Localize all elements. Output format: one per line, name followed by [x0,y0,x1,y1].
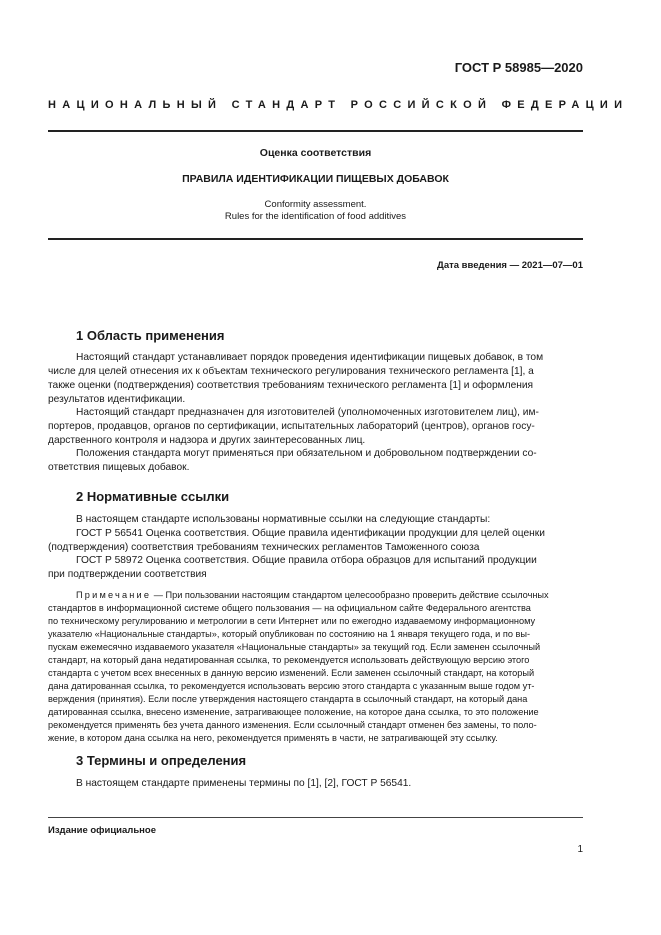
paragraph-line: ГОСТ Р 56541 Оценка соответствия. Общие правила идентификации продукции для целей оценки [76,528,545,539]
note-line: верждения (принятия). Если после утверждения настоящего стандарта в ссылочный стандарт, на который дана [48,694,528,704]
note-line: стандарта с учетом всех внесенных в данную версию изменений. Если заменен ссылочный стандарт, на который [48,668,535,678]
introduction-date: Дата введения — 2021—07—01 [437,260,583,271]
paragraph-line: В настоящем стандарте применены термины по [1], [2], ГОСТ Р 56541. [76,778,412,789]
paragraph-line: портеров, продавцов, органов по сертификации, испытательных лабораторий (центров), органов госу- [48,421,535,432]
footer-divider [48,817,583,818]
note-line: указателю «Национальные стандарты», который опубликован по состоянию на 1 января текущего года, и по вы- [48,629,531,639]
edition-label: Издание официальное [48,825,156,836]
section-1-heading: 1 Область применения [76,328,225,343]
note-label: Примечание [76,590,152,600]
divider-bottom [48,238,583,240]
document-code: ГОСТ Р 58985—2020 [454,60,583,75]
note-line: пускам ежемесячно издаваемого указателя «Национальные стандарты» за текущий год. Если заменен ссылочный [48,642,541,652]
section-3-heading: 3 Термины и определения [76,753,247,768]
document-title: ПРАВИЛА ИДЕНТИФИКАЦИИ ПИЩЕВЫХ ДОБАВОК [182,173,449,185]
paragraph-line: ответствия пищевых добавок. [48,462,190,473]
section-2-heading: 2 Нормативные ссылки [76,489,230,504]
paragraph-line: дарственного контроля и надзора и других заинтересованных лиц. [48,435,366,446]
note-line: стандартов в информационной системе общего пользования — на официальном сайте Федерального агентства [48,603,531,613]
paragraph-line: Настоящий стандарт устанавливает порядок проведения идентификации пищевых добавок, в том [76,352,544,363]
paragraph-line: также оценки (подтверждения) соответствия требованиям технического регламента [1] и оформления [48,380,534,391]
paragraph-line: результатов идентификации. [48,394,186,405]
note-line: дана датированная ссылка, то рекомендуется использовать версию этого стандарта с указанным выше годом ут- [48,681,535,691]
paragraph-line: Положения стандарта могут применяться при обязательном и добровольном подтверждении со- [76,448,537,459]
paragraph-line: при подтверждении соответствия [48,569,207,580]
paragraph-line: числе для целей отнесения их к объектам технического регулирования технического регламента [1], а [48,366,534,377]
paragraph-line: Настоящий стандарт предназначен для изготовителей (уполномоченных изготовителем лиц), им- [76,407,539,418]
note-line: жение, в котором дана ссылка на него, рекомендуется применять в части, не затрагивающей эту ссылку. [48,733,498,743]
paragraph-line: (подтверждения) соответствия требованиям технических регламентов Таможенного союза [48,542,480,553]
document-title-en-line-1: Conformity assessment. [264,199,367,210]
note-line: Примечание — При пользовании настоящим стандартом целесообразно проверить действие ссылочных [76,590,549,600]
note-line: стандарт, на который дана недатированная ссылка, то рекомендуется использовать действующую версию этого [48,655,530,665]
paragraph-line: В настоящем стандарте использованы нормативные ссылки на следующие стандарты: [76,514,491,525]
note-line: рекомендуется применять без учета данного изменения. Если ссылочный стандарт отменен без замены, то поло- [48,720,537,730]
document-title-en-line-2: Rules for the identification of food additives [224,211,407,222]
note-line: по техническому регулированию и метрологии в сети Интернет или по ежегодно издаваемому информационному [48,616,536,626]
national-standard-banner: НАЦИОНАЛЬНЫЙ СТАНДАРТ РОССИЙСКОЙ ФЕДЕРАЦИИ [48,99,629,111]
divider-top [48,130,583,132]
document-subtitle: Оценка соответствия [259,147,372,159]
note-line: датированная ссылка, внесено изменение, затрагивающее положение, на которое дана ссылка, то это положение [48,707,539,717]
paragraph-line: ГОСТ Р 58972 Оценка соответствия. Общие правила отбора образцов для испытаний продукции [76,555,537,566]
page-number: 1 [577,844,583,855]
